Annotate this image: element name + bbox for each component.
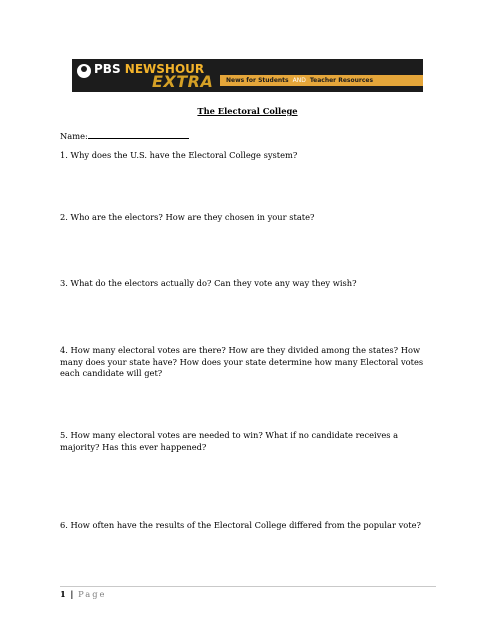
banner-newshour: NEWSHOUR [124, 62, 205, 76]
tagline-students: News for Students [226, 77, 289, 84]
footer-separator: | [70, 589, 74, 599]
tagline-teachers: Teacher Resources [309, 77, 374, 84]
pbs-logo-icon [77, 64, 91, 78]
name-row [60, 130, 189, 141]
footer-divider [60, 586, 436, 587]
question-6: 6. How often have the results of the Electoral College differed from the popular vote? [60, 520, 421, 530]
banner-pbs: PBS [94, 62, 121, 76]
question-5: 5. How many electoral votes are needed to win? What if no candidate receives a majority? Has this ever happened? [60, 430, 399, 452]
pbs-newshour-extra-banner [72, 59, 423, 92]
tagline-and: AND [292, 77, 306, 84]
page-footer [60, 589, 106, 599]
question-4: 4. How many electoral votes are there? How are they divided among the states? How many does your state have? How does your state determine how many Electoral votes each candidate will get? [60, 345, 424, 378]
banner-tagline-bar [220, 75, 423, 86]
name-blank-line[interactable] [88, 130, 189, 139]
page-word: Page [78, 589, 107, 599]
question-1: 1. Why does the U.S. have the Electoral College system? [60, 150, 298, 160]
page-number: 1 [60, 589, 66, 599]
document-title: The Electoral College [197, 106, 298, 116]
name-label: Name: [60, 131, 88, 141]
banner-extra: EXTRA [152, 72, 214, 91]
banner-tagline [226, 76, 373, 85]
question-3: 3. What do the electors actually do? Can they vote any way they wish? [60, 278, 357, 288]
question-2: 2. Who are the electors? How are they chosen in your state? [60, 212, 315, 222]
